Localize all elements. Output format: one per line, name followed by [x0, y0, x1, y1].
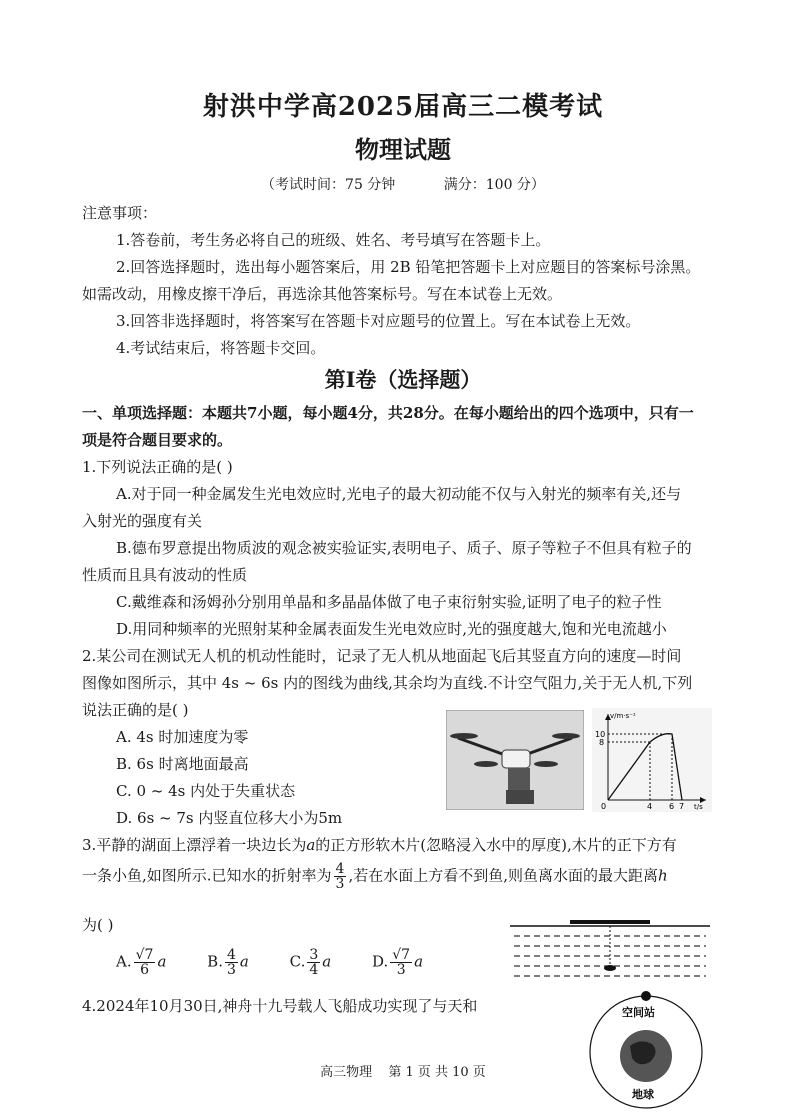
q3-l1b-text: 的正方形软木片(忽略浸入水中的厚度),木片的正下方有 [315, 836, 677, 854]
graph-x6: 6 [669, 802, 675, 811]
space-station-icon [641, 991, 651, 1001]
graph-y8: 8 [599, 738, 605, 747]
q3-stem-line2 [82, 862, 668, 891]
velocity-time-graph [592, 708, 712, 812]
exam-time: （考试时间：75 分钟 [261, 177, 396, 193]
graph-xlabel: t/s [694, 803, 703, 811]
note-4: 4.考试结束后，将答题卡交回。 [116, 339, 326, 357]
earth-label: 地球 [632, 1088, 654, 1101]
q4-stem-line1: 4.2024年10月30日,神舟十九号载人飞船成功实现了与天和 [82, 997, 478, 1015]
q1-option-b-line1: B.德布罗意提出物质波的观念被实验证实,表明电子、质子、原子等粒子不但具有粒子的 [116, 539, 692, 557]
drone-image [446, 710, 584, 810]
section-desc-b: 项是符合题目要求的。 [82, 431, 233, 449]
orbit-diagram [580, 988, 710, 1112]
q3-option-d: D. $\frac{√7}{3}$ a [372, 947, 424, 978]
section-title: 第Ⅰ卷（选择题） [324, 367, 482, 392]
q3-stem-line1 [82, 834, 677, 855]
footer-page: 第 1 页 共 10 页 [388, 1065, 486, 1080]
graph-ylabel: v/m·s⁻¹ [610, 712, 636, 720]
q3-option-a: A. $\frac{√7}{6}$ a [116, 947, 167, 978]
exam-title: 射洪中学高2025届高三二模考试 [202, 92, 604, 122]
exam-score: 满分：100 分） [443, 177, 545, 193]
q3-option-b: B. $\frac{4}{3}$ a [207, 947, 249, 978]
q2-stem-line3: 说法正确的是( ) [82, 701, 189, 719]
q3-l1-var: a [306, 836, 316, 854]
q1-option-a-line2: 入射光的强度有关 [82, 512, 203, 530]
q2-option-b: B. 6s 时离地面最高 [116, 755, 249, 773]
q1-stem: 1.下列说法正确的是( ) [82, 458, 233, 476]
section-desc-a: 一、单项选择题：本题共7小题，每小题4分，共28分。在每小题给出的四个选项中，只有一 [82, 404, 694, 422]
station-label: 空间站 [622, 1006, 655, 1019]
q2-option-c: C. 0 ~ 4s 内处于失重状态 [116, 782, 296, 800]
note-1: 1.答卷前，考生务必将自己的班级、姓名、考号填写在答题卡上。 [116, 231, 551, 249]
footer-subject: 高三物理 [320, 1065, 373, 1080]
q3-refractive-index: $\frac{4}{3}$ [335, 861, 345, 892]
q1-option-a-line1: A.对于同一种金属发生光电效应时,光电子的最大初动能不仅与入射光的频率有关,还与 [116, 485, 682, 503]
q2-option-d: D. 6s ~ 7s 内竖直位移大小为5m [116, 809, 343, 827]
q3-option-c: C. $\frac{3}{4}$ a [289, 947, 332, 978]
q2-option-a: A. 4s 时加速度为零 [116, 728, 249, 746]
q3-l1-text: 3.平静的湖面上漂浮着一块边长为 [82, 836, 307, 854]
fish-icon [604, 965, 616, 971]
exam-meta [0, 174, 806, 194]
exam-subject: 物理试题 [355, 135, 451, 164]
q3-l2-var: h [658, 866, 668, 885]
note-2a: 2.回答选择题时，选出每小题答案后，用 2B 铅笔把答题卡上对应题目的答案标号涂黑。 [116, 258, 701, 276]
q3-l2a-text: 一条小鱼,如图所示.已知水的折射率为 [82, 866, 332, 885]
graph-x4: 4 [647, 802, 653, 811]
q1-option-b-line2: 性质而且具有波动的性质 [82, 566, 248, 584]
q3-stem-line3: 为( ) [82, 916, 114, 934]
note-2b: 如需改动，用橡皮擦干净后，再选涂其他答案标号。写在本试卷上无效。 [82, 285, 563, 303]
q3-l2b-text: ,若在水面上方看不到鱼,则鱼离水面的最大距离 [348, 866, 659, 885]
q2-stem-line2: 图像如图所示，其中 4s ~ 6s 内的图线为曲线,其余均为直线.不计空气阻力,关于无人机,下列 [82, 674, 693, 692]
water-fish-diagram [510, 918, 710, 988]
graph-x0: 0 [601, 802, 607, 811]
q2-stem-line1: 2.某公司在测试无人机的机动性能时，记录了无人机从地面起飞后其竖直方向的速度—时间 [82, 647, 682, 665]
q1-option-d: D.用同种频率的光照射某种金属表面发生光电效应时,光的强度越大,饱和光电流越小 [116, 620, 667, 638]
notes-heading: 注意事项： [82, 204, 158, 222]
graph-y10: 10 [595, 730, 606, 739]
graph-x7: 7 [679, 802, 685, 811]
q1-option-c: C.戴维森和汤姆孙分别用单晶和多晶晶体做了电子束衍射实验,证明了电子的粒子性 [116, 593, 662, 611]
page-footer [0, 1061, 806, 1080]
note-3: 3.回答非选择题时，将答案写在答题卡对应题号的位置上。写在本试卷上无效。 [116, 312, 641, 330]
q3-options [116, 948, 459, 977]
